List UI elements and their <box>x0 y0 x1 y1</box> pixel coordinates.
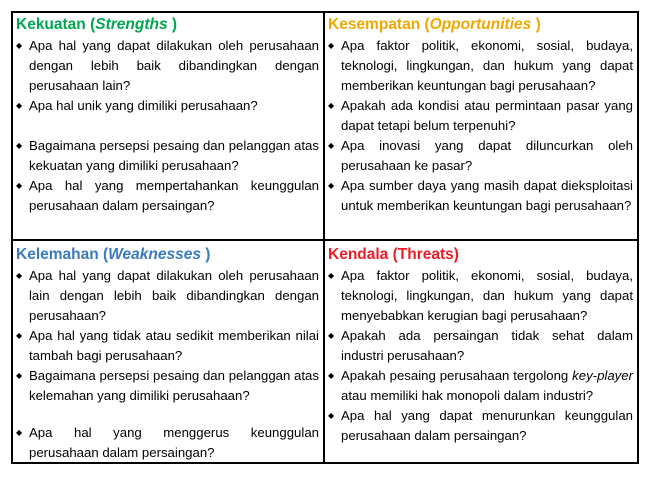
diamond-bullet-icon: ◆ <box>16 181 23 190</box>
diamond-bullet-icon: ◆ <box>328 271 335 280</box>
diamond-bullet-icon: ◆ <box>328 331 335 340</box>
list-item: ◆ Apakah ada persaingan tidak sehat dalam industri perusahaan? <box>328 328 633 363</box>
threats-list <box>328 266 633 446</box>
diamond-bullet-icon: ◆ <box>328 181 335 190</box>
diamond-bullet-icon: ◆ <box>328 371 335 380</box>
diamond-bullet-icon: ◆ <box>16 428 23 437</box>
opportunities-title: Kesempatan (Opportunities ) <box>328 16 541 33</box>
list-item: ◆ Apa inovasi yang dapat diluncurkan oleh perusahaan ke pasar? <box>328 138 633 173</box>
list-item: ◆ Apa hal yang dapat dilakukan oleh perusahaan dengan lebih baik dibandingkan dengan perusahaan lain? <box>16 38 319 93</box>
diamond-bullet-icon: ◆ <box>328 411 335 420</box>
diamond-bullet-icon: ◆ <box>328 41 335 50</box>
diamond-bullet-icon: ◆ <box>16 41 23 50</box>
diamond-bullet-icon: ◆ <box>16 271 23 280</box>
weaknesses-list <box>16 266 319 462</box>
swot-table <box>11 11 639 464</box>
weaknesses-cell <box>13 241 325 462</box>
list-item: ◆ Apa sumber daya yang masih dapat dieksploitasi untuk memberikan keuntungan bagi perusahaan? <box>328 178 633 213</box>
diamond-bullet-icon: ◆ <box>16 101 23 110</box>
list-item: ◆ Bagaimana persepsi pesaing dan pelanggan atas kelemahan yang dimiliki perusahaan? <box>16 368 319 403</box>
list-item: ◆ Apa hal yang menggerus keunggulan perusahaan dalam persaingan? <box>16 425 319 460</box>
list-item: ◆ Apa faktor politik, ekonomi, sosial, budaya, teknologi, lingkungan, dan hukum yang dapat menyebabkan kerugian bagi perusahaan? <box>328 268 633 323</box>
list-item: ◆ Apa hal yang dapat dilakukan oleh perusahaan lain dengan lebih baik dibandingkan dengan perusahaan? <box>16 268 319 323</box>
strengths-cell <box>13 13 325 241</box>
list-item: ◆ Apa hal yang dapat menurunkan keunggulan perusahaan dalam persaingan? <box>328 408 633 443</box>
opportunities-list <box>328 36 633 216</box>
list-item: ◆ Apa hal yang mempertahankan keunggulan perusahaan dalam persaingan? <box>16 178 319 213</box>
list-item: ◆ Apa faktor politik, ekonomi, sosial, budaya, teknologi, lingkungan, dan hukum yang dapat memberikan keuntungan bagi perusahaan? <box>328 38 633 93</box>
diamond-bullet-icon: ◆ <box>16 371 23 380</box>
list-item: ◆ Apa hal yang tidak atau sedikit memberikan nilai tambah bagi perusahaan? <box>16 328 319 363</box>
threats-title: Kendala (Threats) <box>328 246 459 263</box>
strengths-list <box>16 36 319 216</box>
diamond-bullet-icon: ◆ <box>328 101 335 110</box>
diamond-bullet-icon: ◆ <box>16 331 23 340</box>
list-item: ◆ Apakah pesaing perusahaan tergolong key-player atau memiliki hak monopoli dalam industri? <box>328 368 633 403</box>
list-item: ◆ Apakah ada kondisi atau permintaan pasar yang dapat tetapi belum terpenuhi? <box>328 98 633 133</box>
list-item: ◆ Bagaimana persepsi pesaing dan pelanggan atas kekuatan yang dimiliki perusahaan? <box>16 138 319 173</box>
diamond-bullet-icon: ◆ <box>328 141 335 150</box>
list-item: ◆ Apa hal unik yang dimiliki perusahaan? <box>16 96 319 116</box>
diamond-bullet-icon: ◆ <box>16 141 23 150</box>
weaknesses-title: Kelemahan (Weaknesses ) <box>16 246 211 263</box>
strengths-title: Kekuatan (Strengths ) <box>16 16 178 33</box>
threats-cell <box>325 241 637 462</box>
opportunities-cell <box>325 13 637 241</box>
